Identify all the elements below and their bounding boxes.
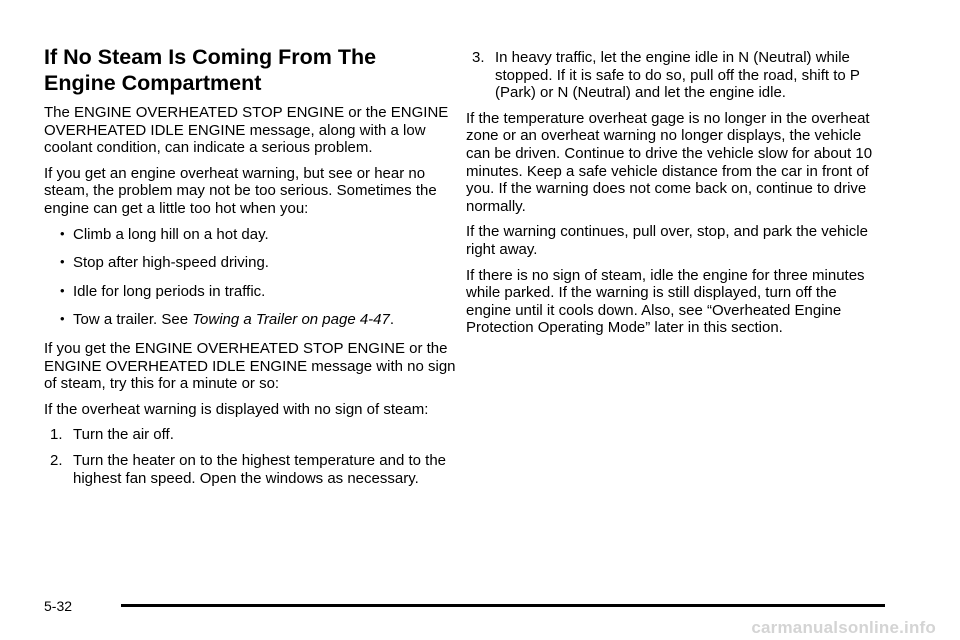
page-number: 5-32 [44, 598, 73, 614]
list-item: • Stop after high-speed driving. [44, 254, 462, 272]
footer-divider [121, 604, 885, 607]
tow-suffix: . [389, 311, 395, 329]
overheat-paragraph: If you get an engine overheat warning, but see or hear no steam, the problem may not be too serious. Sometimes the engine can get a little too hot when you: [44, 164, 437, 217]
section-title [44, 44, 462, 96]
step-number: 1. [50, 426, 63, 444]
message-paragraph: If you get the ENGINE OVERHEATED STOP ENGINE or the ENGINE OVERHEATED IDLE ENGINE message with no sign of steam, try this for a minute or so: [44, 339, 456, 393]
step-item [466, 49, 884, 102]
step-item [44, 426, 462, 444]
intro-paragraph: The ENGINE OVERHEATED STOP ENGINE or the ENGINE OVERHEATED IDLE ENGINE message, along with a low coolant condition, can indicate a serious problem. [44, 104, 449, 157]
step-item [44, 452, 462, 487]
step-number: 2. [50, 451, 63, 469]
list-item: • Climb a long hill on a hot day. [44, 226, 462, 244]
section-title-line1: If No Steam Is Coming From The [44, 45, 377, 69]
left-column [44, 44, 462, 495]
section-title-line2: Engine Compartment [44, 71, 262, 95]
step-text: In heavy traffic, let the engine idle in N (Neutral) while stopped. If it is safe to do so, pull off the road, shift to P (Park) or N (Neutral) and let the engine idle. [495, 49, 860, 102]
list-item: • Idle for long periods in traffic. [44, 283, 462, 301]
no-steam-paragraph: If the overheat warning is displayed with no sign of steam: [44, 400, 429, 418]
step-text: Turn the heater on to the highest temperature and to the highest fan speed. Open the windows as necessary. [73, 451, 447, 487]
tow-text: Tow a trailer. See [73, 311, 193, 329]
drive-paragraph: If the temperature overheat gage is no longer in the overheat zone or an overheat warning no longer displays, the vehicle can be driven. Continue to drive the vehicle slow for about 10 minutes. Keep a safe vehicle distance from the car in front of you. If the warning does not come back on, continue to drive normally. [466, 109, 873, 215]
right-column [466, 49, 884, 345]
warning-continues-paragraph: If the warning continues, pull over, stop, and park the vehicle right away. [466, 223, 868, 258]
watermark: carmanualsonline.info [751, 618, 936, 637]
causes-list [44, 226, 462, 329]
steps-list-continued [466, 49, 884, 102]
list-item [44, 311, 462, 329]
towing-reference-link[interactable]: Towing a Trailer on page 4-47 [192, 311, 390, 329]
step-text: Turn the air off. [73, 426, 174, 444]
idle-paragraph: If there is no sign of steam, idle the engine for three minutes while parked. If the warning is still displayed, turn off the engine until it cools down. Also, see “Overheated Engine Protection Operating Mode” later in this section. [466, 266, 865, 337]
step-number: 3. [472, 49, 485, 66]
steps-list [44, 426, 462, 487]
